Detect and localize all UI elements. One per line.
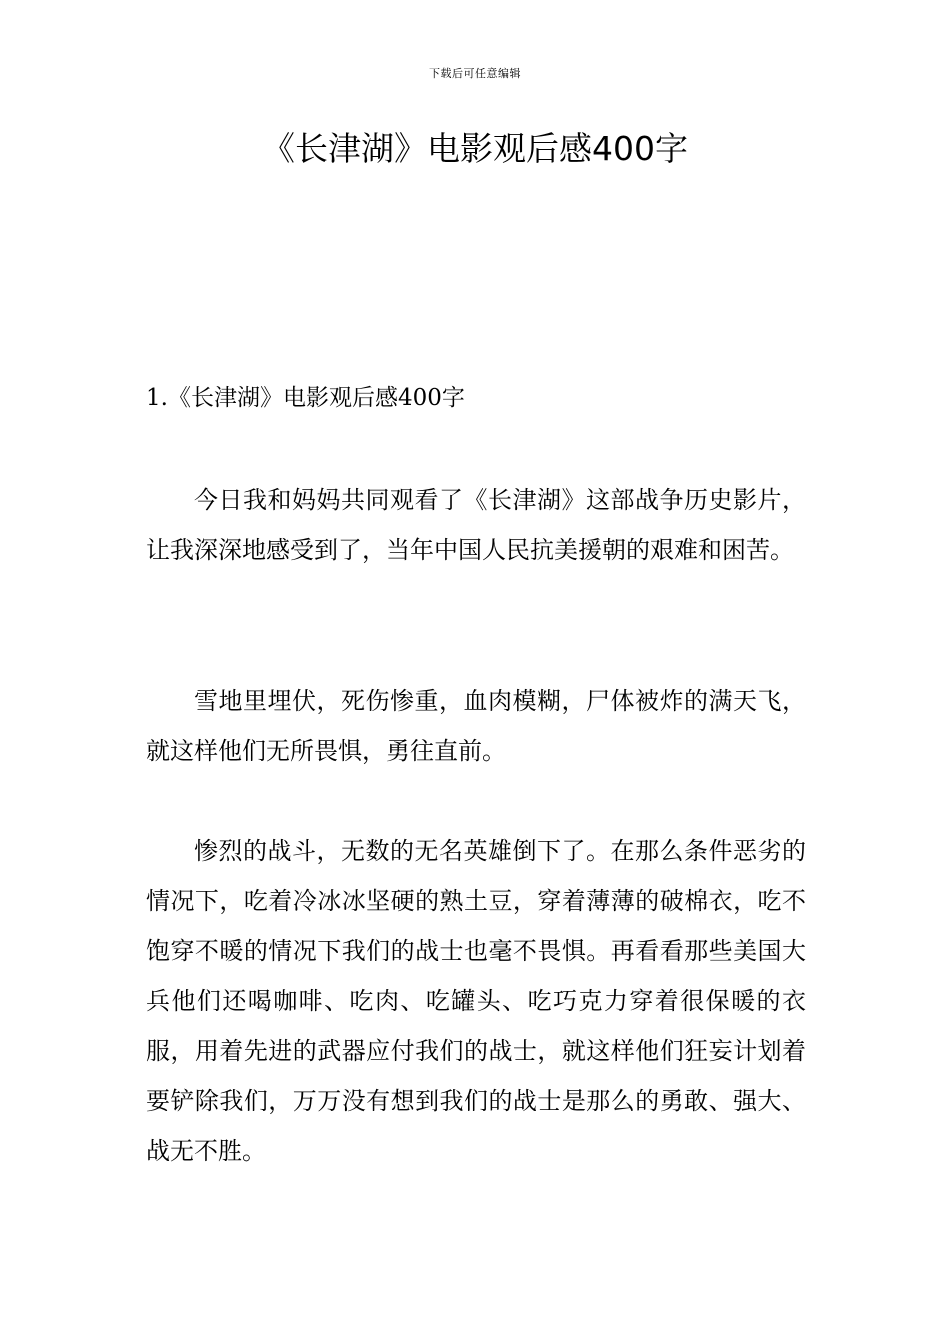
- section-heading: 1.《长津湖》电影观后感400字: [146, 385, 465, 411]
- paragraph-1: 今日我和妈妈共同观看了《长津湖》这部战争历史影片，让我深深地感受到了，当年中国人民抗美援朝的艰难和困苦。: [146, 486, 806, 564]
- header-note: 下载后可任意编辑: [429, 67, 521, 80]
- paragraph-3: 惨烈的战斗，无数的无名英雄倒下了。在那么条件恶劣的情况下，吃着冷冰冰坚硬的熟土豆，穿着薄薄的破棉衣，吃不饱穿不暖的情况下我们的战士也毫不畏惧。再看看那些美国大兵他们还喝咖啡、吃肉、吃罐头、吃巧克力穿着很保暖的衣服，用着先进的武器应付我们的战士，就这样他们狂妄计划着要铲除我们，万万没有想到我们的战士是那么的勇敢、强大、战无不胜。: [146, 837, 806, 1165]
- paragraph-2: 雪地里埋伏，死伤惨重，血肉模糊，尸体被炸的满天飞，就这样他们无所畏惧，勇往直前。: [146, 687, 806, 765]
- document-title: 《长津湖》电影观后感400字: [262, 129, 688, 168]
